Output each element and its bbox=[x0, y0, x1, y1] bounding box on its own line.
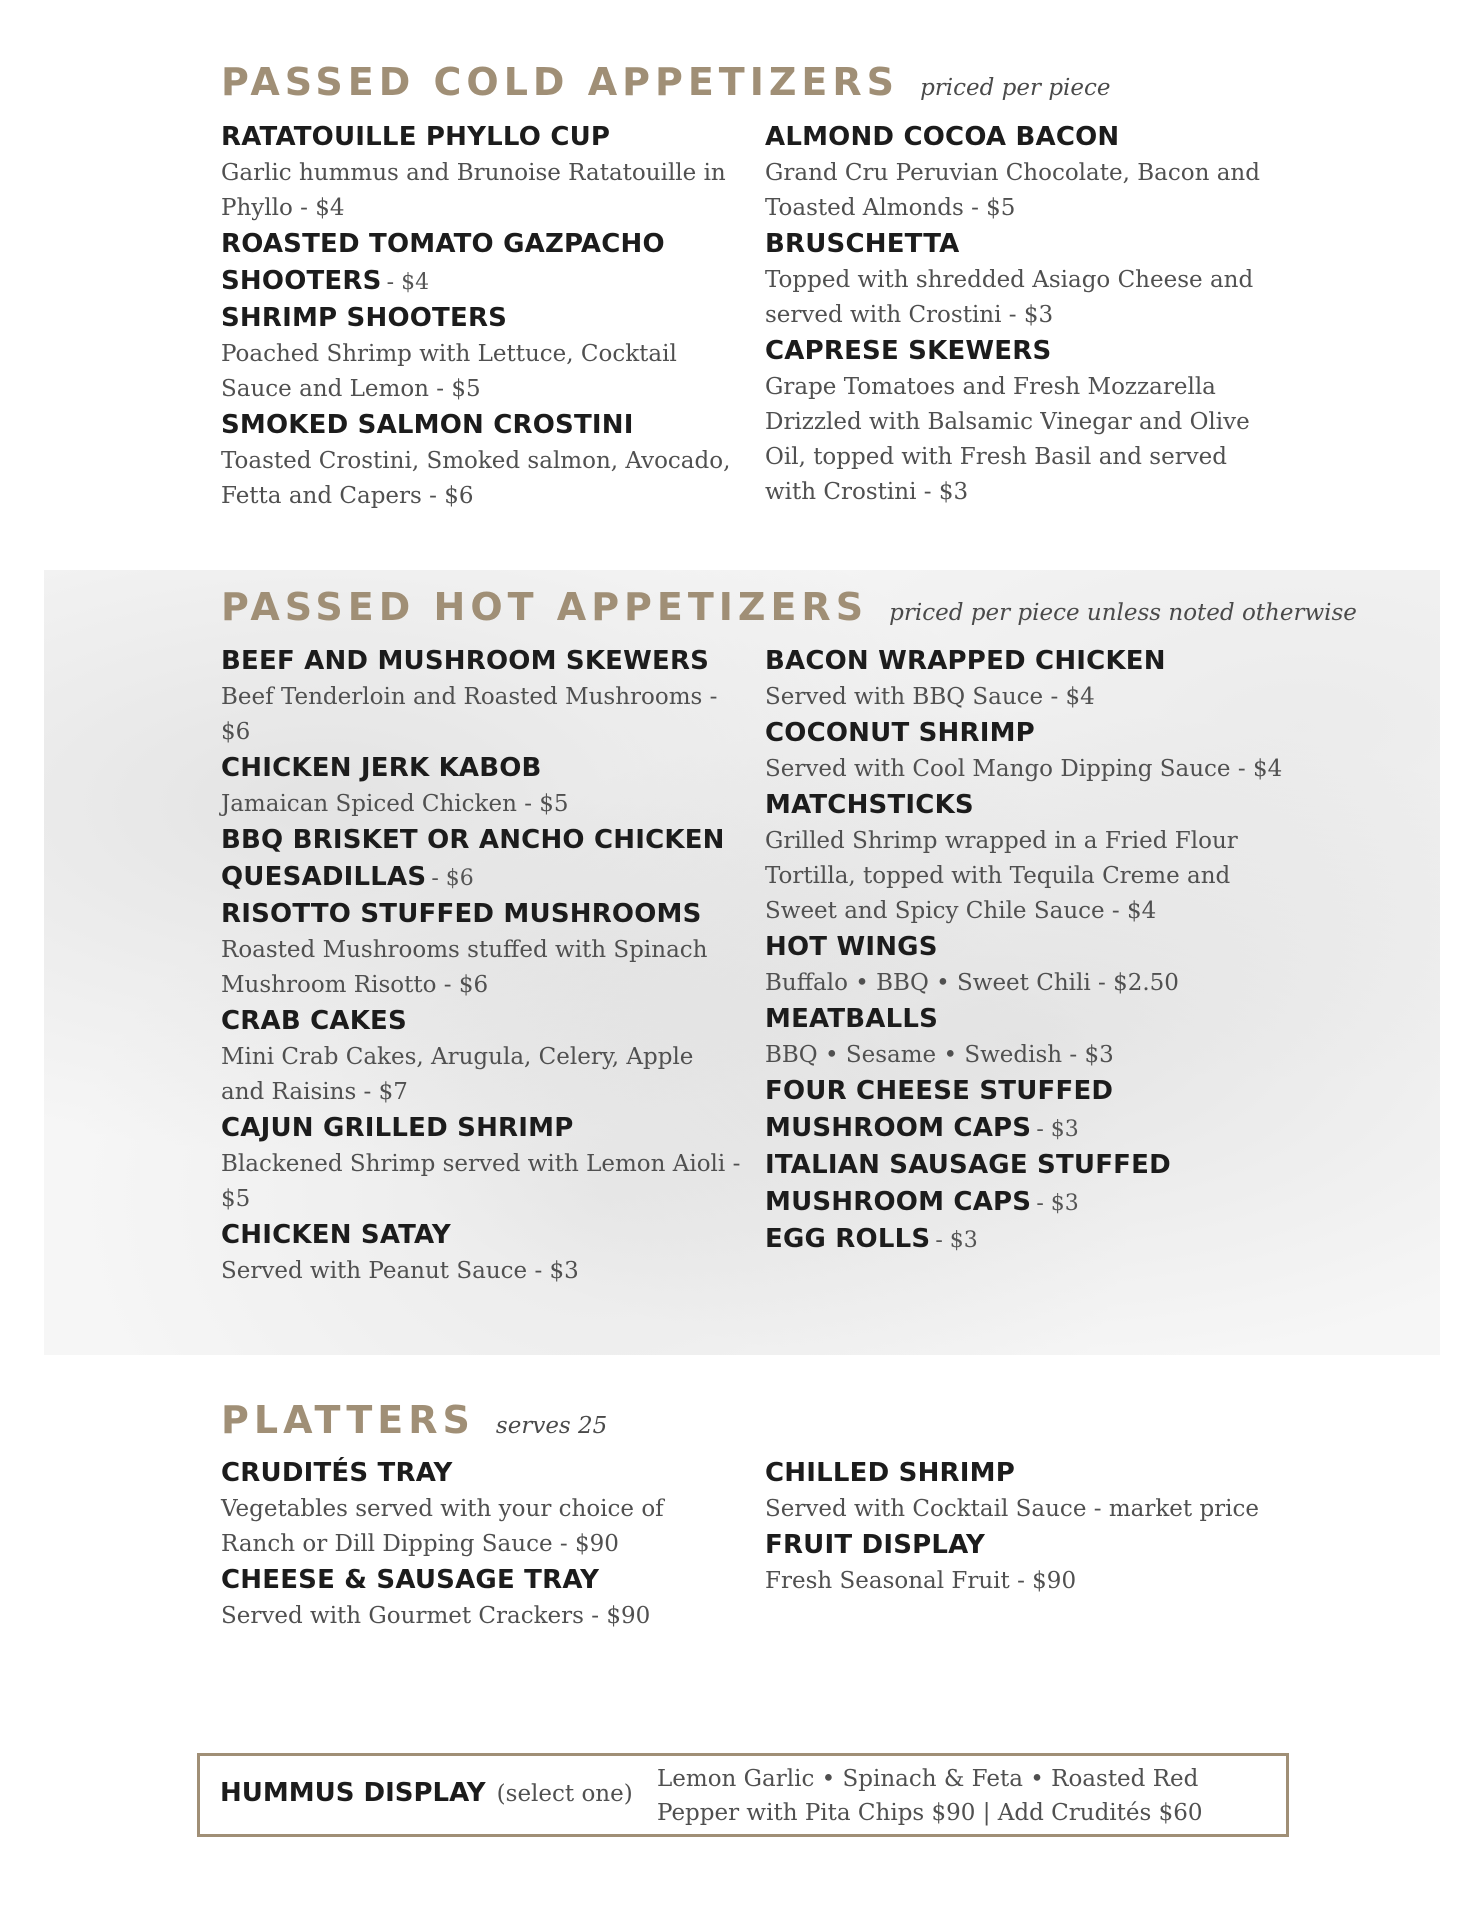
menu-item-name: RATATOUILLE PHYLLO CUP bbox=[221, 122, 611, 152]
hummus-name: HUMMUS DISPLAY bbox=[220, 1778, 486, 1808]
menu-item bbox=[221, 750, 741, 822]
menu-item-description: Roasted Mushrooms stuffed with Spinach Mushroom Risotto - $6 bbox=[221, 937, 708, 998]
menu-item-price: - $3 bbox=[935, 1228, 978, 1253]
menu-item bbox=[221, 822, 741, 896]
platters-section-header bbox=[221, 1398, 607, 1442]
menu-item-name: BRUSCHETTA bbox=[765, 229, 960, 259]
menu-item-description: Topped with shredded Asiago Cheese and served with Crostini - $3 bbox=[765, 267, 1254, 328]
hot-section-header bbox=[221, 585, 1357, 629]
menu-item bbox=[221, 300, 741, 407]
menu-item-name: CHICKEN SATAY bbox=[221, 1220, 451, 1250]
menu-item bbox=[765, 715, 1285, 787]
menu-item-price: - $3 bbox=[1036, 1191, 1079, 1216]
menu-item-name: HOT WINGS bbox=[765, 932, 938, 962]
menu-item bbox=[765, 333, 1285, 510]
menu-item bbox=[765, 1221, 1285, 1258]
menu-item bbox=[765, 1147, 1285, 1221]
hot-left-column bbox=[221, 643, 741, 1289]
menu-item-description: Grape Tomatoes and Fresh Mozzarella Drizzled with Balsamic Vinegar and Olive Oil, topped with Fresh Basil and served with Crostini - $3 bbox=[765, 374, 1250, 505]
menu-item bbox=[765, 1527, 1285, 1599]
hummus-note: (select one) bbox=[496, 1781, 633, 1807]
menu-item-name: MEATBALLS bbox=[765, 1004, 939, 1034]
menu-item bbox=[765, 1001, 1285, 1073]
platters-section-title: PLATTERS bbox=[221, 1398, 475, 1442]
menu-item-name: CHEESE & SAUSAGE TRAY bbox=[221, 1565, 600, 1595]
cold-section-note: priced per piece bbox=[920, 75, 1111, 101]
menu-item-description: Fresh Seasonal Fruit - $90 bbox=[765, 1568, 1077, 1594]
menu-item bbox=[765, 787, 1285, 929]
menu-item-description: Served with Gourmet Crackers - $90 bbox=[221, 1603, 651, 1629]
menu-item-description: Toasted Crostini, Smoked salmon, Avocado, Fetta and Capers - $6 bbox=[221, 448, 731, 509]
menu-item bbox=[765, 1455, 1285, 1527]
menu-item-description: Poached Shrimp with Lettuce, Cocktail Sauce and Lemon - $5 bbox=[221, 341, 677, 402]
menu-item-name: CRUDITÉS TRAY bbox=[221, 1458, 453, 1488]
menu-item bbox=[765, 929, 1285, 1001]
hummus-description: Lemon Garlic • Spinach & Feta • Roasted Red Pepper with Pita Chips $90 | Add Crudités $60 bbox=[657, 1766, 1203, 1826]
hummus-display-box bbox=[197, 1753, 1289, 1837]
menu-item-price: - $6 bbox=[431, 866, 474, 891]
platters-section-note: serves 25 bbox=[495, 1413, 608, 1439]
cold-left-column bbox=[221, 119, 741, 514]
menu-item-name: SMOKED SALMON CROSTINI bbox=[221, 410, 634, 440]
menu-item-name: BEEF AND MUSHROOM SKEWERS bbox=[221, 646, 710, 676]
menu-item bbox=[221, 1217, 741, 1289]
menu-item-description: Garlic hummus and Brunoise Ratatouille in Phyllo - $4 bbox=[221, 160, 726, 221]
menu-item-description: Buffalo • BBQ • Sweet Chili - $2.50 bbox=[765, 970, 1179, 996]
platters-right-column bbox=[765, 1455, 1285, 1599]
menu-item-name: CHILLED SHRIMP bbox=[765, 1458, 1015, 1488]
menu-item bbox=[221, 1003, 741, 1110]
menu-item-name: ROASTED TOMATO GAZPACHO SHOOTERS bbox=[221, 229, 665, 296]
menu-item bbox=[221, 1110, 741, 1217]
menu-item bbox=[221, 119, 741, 226]
menu-item-name: CHICKEN JERK KABOB bbox=[221, 753, 542, 783]
menu-item-name: COCONUT SHRIMP bbox=[765, 718, 1035, 748]
menu-item-name: ALMOND COCOA BACON bbox=[765, 122, 1120, 152]
menu-item-name: FOUR CHEESE STUFFED MUSHROOM CAPS bbox=[765, 1076, 1114, 1143]
menu-item bbox=[765, 119, 1285, 226]
cold-section-header bbox=[221, 60, 1111, 104]
menu-item bbox=[765, 1073, 1285, 1147]
menu-item-name: BACON WRAPPED CHICKEN bbox=[765, 646, 1166, 676]
menu-item-description: BBQ • Sesame • Swedish - $3 bbox=[765, 1042, 1114, 1068]
menu-item-name: RISOTTO STUFFED MUSHROOMS bbox=[221, 899, 702, 929]
menu-item-description: Grilled Shrimp wrapped in a Fried Flour Tortilla, topped with Tequila Creme and Sweet and Spicy Chile Sauce - $4 bbox=[765, 828, 1238, 924]
cold-section-title: PASSED COLD APPETIZERS bbox=[221, 60, 899, 104]
menu-item-price: - $4 bbox=[386, 270, 430, 295]
menu-item-description: Mini Crab Cakes, Arugula, Celery, Apple and Raisins - $7 bbox=[221, 1044, 694, 1105]
menu-item bbox=[765, 643, 1285, 715]
menu-item-name: EGG ROLLS bbox=[765, 1224, 931, 1254]
menu-item-description: Served with Cocktail Sauce - market price bbox=[765, 1496, 1260, 1522]
menu-item-description: Blackened Shrimp served with Lemon Aioli - $5 bbox=[221, 1151, 741, 1212]
menu-item-name: MATCHSTICKS bbox=[765, 790, 974, 820]
menu-item-description: Jamaican Spiced Chicken - $5 bbox=[221, 791, 569, 817]
menu-item-name: BBQ BRISKET OR ANCHO CHICKEN QUESADILLAS bbox=[221, 825, 725, 892]
cold-right-column bbox=[765, 119, 1285, 510]
menu-item-name: SHRIMP SHOOTERS bbox=[221, 303, 508, 333]
hummus-title bbox=[220, 1778, 633, 1808]
menu-item bbox=[765, 226, 1285, 333]
menu-item-name: ITALIAN SAUSAGE STUFFED MUSHROOM CAPS bbox=[765, 1150, 1171, 1217]
hot-section-note: priced per piece unless noted otherwise bbox=[889, 600, 1357, 626]
menu-item bbox=[221, 407, 741, 514]
menu-item bbox=[221, 643, 741, 750]
menu-item bbox=[221, 1562, 741, 1634]
menu-item-name: CAJUN GRILLED SHRIMP bbox=[221, 1113, 574, 1143]
platters-left-column bbox=[221, 1455, 741, 1634]
menu-item-price: - $3 bbox=[1036, 1117, 1079, 1142]
menu-item-description: Beef Tenderloin and Roasted Mushrooms - $6 bbox=[221, 684, 718, 745]
menu-item-name: FRUIT DISPLAY bbox=[765, 1530, 986, 1560]
menu-item bbox=[221, 896, 741, 1003]
hot-section-title: PASSED HOT APPETIZERS bbox=[221, 585, 869, 629]
menu-item-name: CAPRESE SKEWERS bbox=[765, 336, 1052, 366]
menu-item bbox=[221, 226, 741, 300]
menu-item-description: Served with BBQ Sauce - $4 bbox=[765, 684, 1095, 710]
menu-item-description: Served with Cool Mango Dipping Sauce - $4 bbox=[765, 756, 1283, 782]
menu-item-description: Served with Peanut Sauce - $3 bbox=[221, 1258, 579, 1284]
menu-item-description: Vegetables served with your choice of Ranch or Dill Dipping Sauce - $90 bbox=[221, 1496, 664, 1557]
hot-right-column bbox=[765, 643, 1285, 1258]
menu-item bbox=[221, 1455, 741, 1562]
menu-item-description: Grand Cru Peruvian Chocolate, Bacon and Toasted Almonds - $5 bbox=[765, 160, 1260, 221]
menu-item-name: CRAB CAKES bbox=[221, 1006, 407, 1036]
